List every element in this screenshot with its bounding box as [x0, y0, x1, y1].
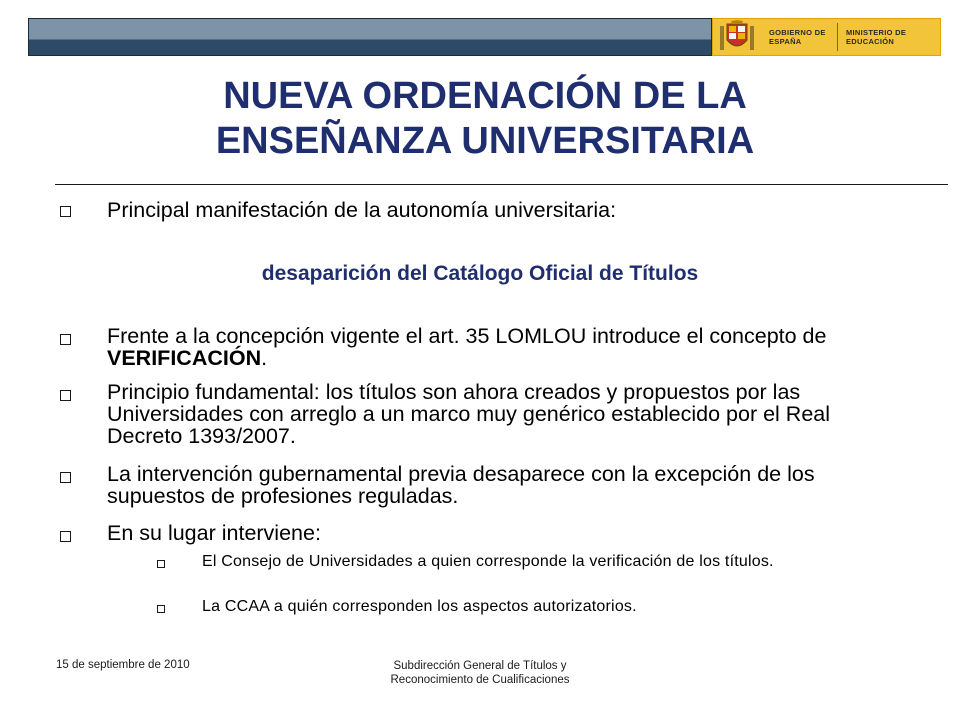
logo-gobierno-text: GOBIERNO DE ESPAÑA: [769, 28, 826, 46]
footer-date: 15 de septiembre de 2010: [56, 659, 190, 671]
title-line-2: ENSEÑANZA UNIVERSITARIA: [215, 120, 755, 162]
title-line-1: NUEVA ORDENACIÓN DE LA: [223, 75, 747, 117]
sub-bullet-marker: [157, 605, 165, 613]
highlight-text: desaparición del Catálogo Oficial de Títulos: [261, 262, 699, 285]
footer-department: [360, 659, 600, 687]
coat-of-arms-icon: [717, 20, 757, 54]
bullet-marker: [60, 390, 71, 401]
government-logo: [712, 18, 941, 56]
bullet-marker: [60, 206, 71, 217]
title-divider: [55, 184, 948, 185]
bullet-verificacion: [107, 325, 907, 369]
bullet-intervencion: La intervención gubernamental previa desaparece con la excepción de los supuestos de profesiones reguladas.: [107, 462, 815, 508]
bullet-verificacion-text: Frente a la concepción vigente el art. 35 LOMLOU introduce el concepto de: [107, 324, 827, 348]
bullet-verificacion-end: .: [261, 346, 268, 370]
sub-bullet-ccaa: La CCAA a quién corresponden los aspectos autorizatorios.: [202, 598, 637, 615]
footer-department-line-1: Subdirección General de Títulos y: [393, 660, 567, 672]
bullet-marker: [60, 472, 71, 483]
sub-bullet-consejo: El Consejo de Universidades a quien corresponde la verificación de los títulos.: [202, 553, 774, 570]
bullet-interviene: En su lugar interviene:: [107, 521, 321, 545]
bullet-marker: [60, 334, 71, 345]
footer-department-line-2: Reconocimiento de Cualificaciones: [390, 674, 570, 686]
bullet-marker: [60, 531, 71, 542]
header-bar: [28, 18, 712, 56]
slide-title: [130, 74, 840, 164]
verificacion-term: VERIFICACIÓN: [107, 346, 262, 370]
sub-bullet-marker: [157, 560, 165, 568]
bullet-autonomia: Principal manifestación de la autonomía universitaria:: [107, 198, 617, 222]
logo-ministerio-text: MINISTERIO DE EDUCACIÓN: [846, 28, 907, 46]
logo-divider: [837, 23, 838, 51]
bullet-principio: Principio fundamental: los títulos son ahora creados y propuestos por las Universidades con arreglo a un marco muy genérico establecido por el Real Decreto 1393/2007.: [107, 380, 831, 448]
